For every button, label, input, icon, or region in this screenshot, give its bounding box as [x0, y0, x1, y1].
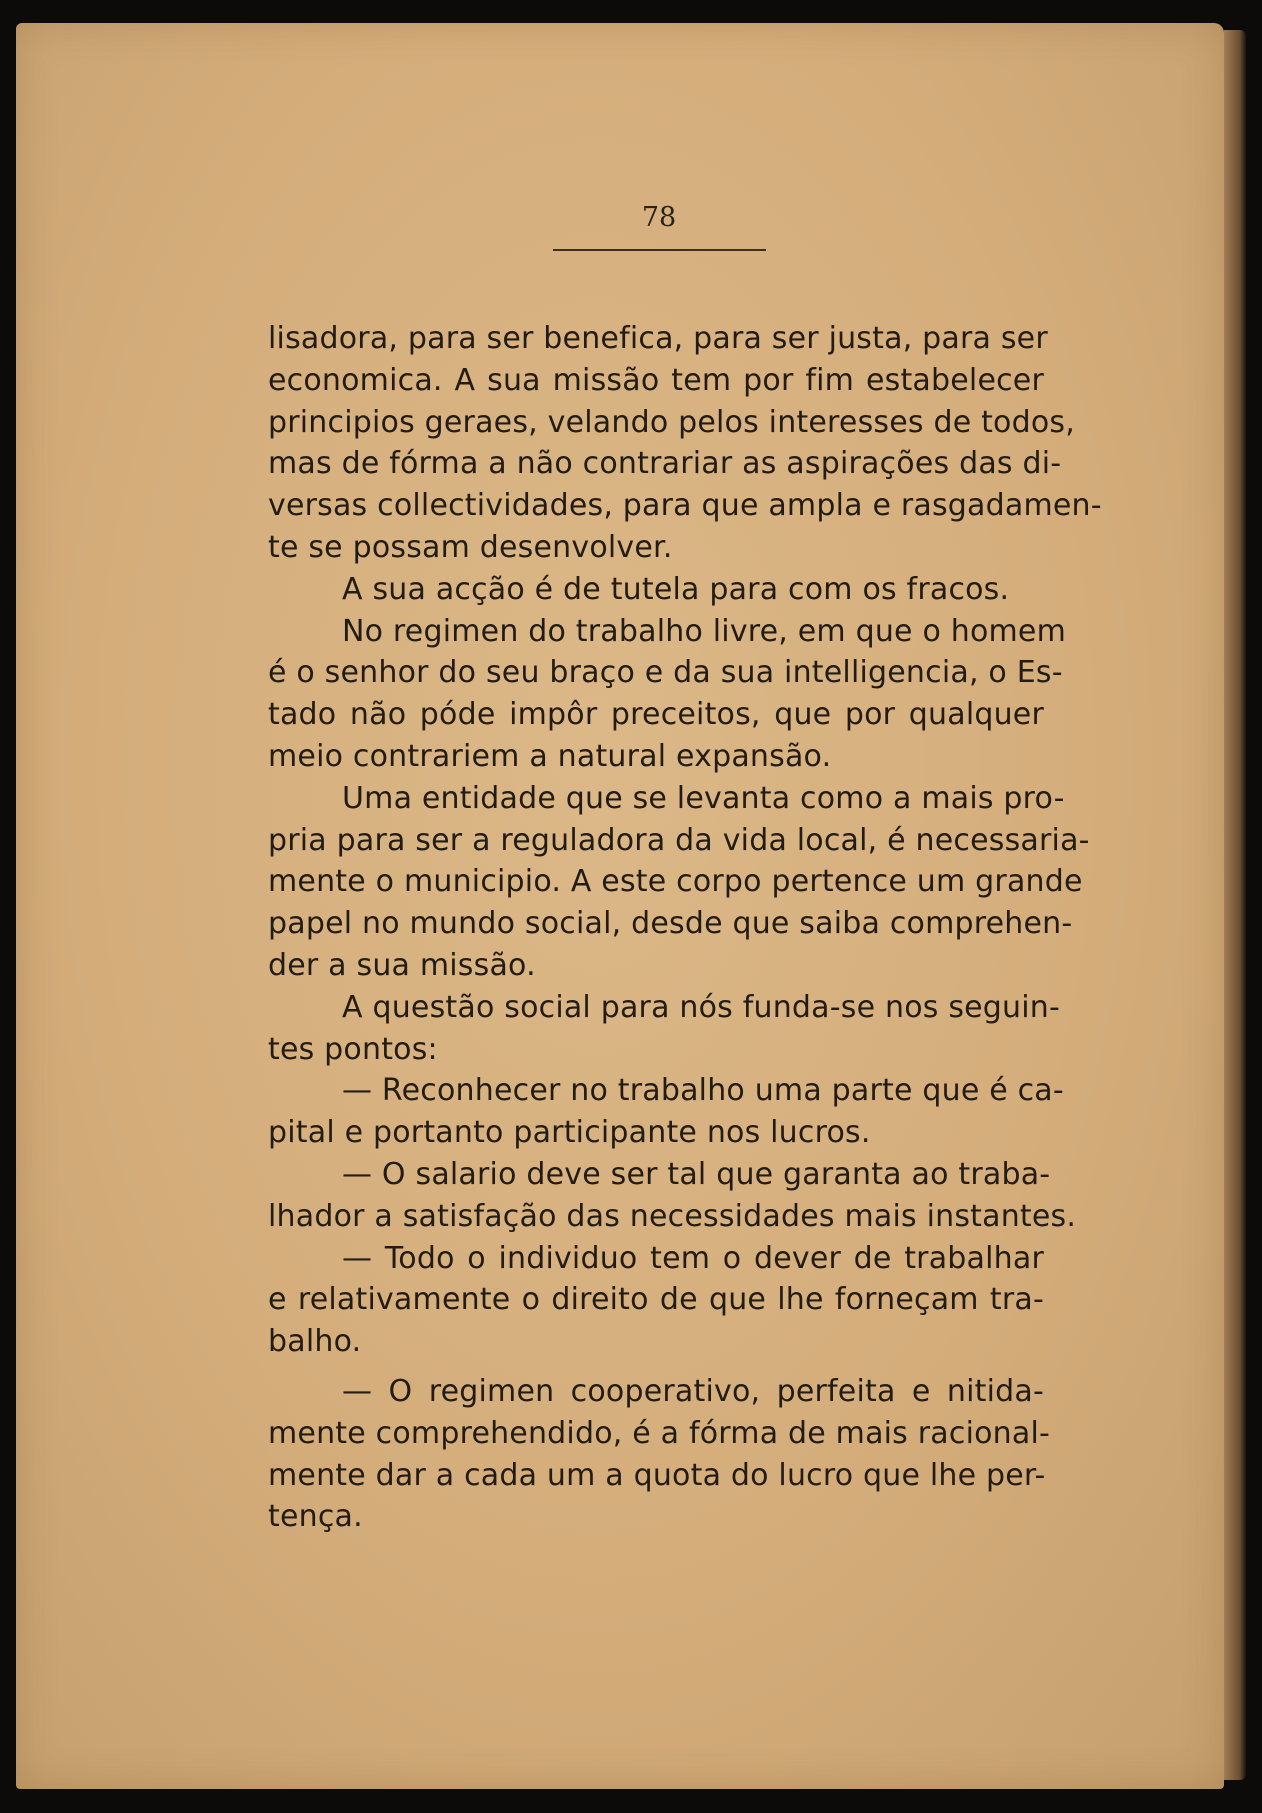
text-line: — Todo o individuo tem o dever de trabalhar [342, 1240, 1044, 1276]
header-rule [553, 249, 766, 251]
text-line: lisadora, para ser benefica, para ser justa, para ser [268, 321, 1048, 356]
text-line: — O regimen cooperativo, perfeita e nitida- [342, 1373, 1044, 1409]
text-line: mas de fórma a não contrariar as aspirações das di- [268, 446, 1062, 482]
text-line: — O salario deve ser tal que garanta ao traba- [342, 1156, 1051, 1192]
text-line: der a sua missão. [268, 947, 536, 983]
body-text [268, 318, 1102, 1538]
page-number: 78 [641, 202, 677, 233]
text-line: versas collectividades, para que ampla e rasgadamen- [268, 488, 1102, 524]
text-line: Uma entidade que se levanta como a mais pro- [342, 780, 1065, 816]
text-line: mente o municipio. A este corpo pertence um grande [268, 864, 1083, 900]
text-line: tado não póde impôr preceitos, que por qualquer [268, 697, 1044, 733]
text-line: tes pontos: [268, 1031, 438, 1067]
text-line: pria para ser a reguladora da vida local, é necessaria- [268, 822, 1090, 858]
text-line: papel no mundo social, desde que saiba comprehen- [268, 906, 1073, 942]
text-line: mente dar a cada um a quota do lucro que lhe per- [268, 1457, 1046, 1493]
text-line: A sua acção é de tutela para com os fracos. [342, 571, 1010, 607]
text-line: pital e portanto participante nos lucros. [268, 1115, 871, 1151]
text-line: mente comprehendido, é a fórma de mais racional- [268, 1415, 1051, 1451]
page-edge [1224, 30, 1246, 1780]
text-line: No regimen do trabalho livre, em que o homem [342, 613, 1067, 649]
text-line: A questão social para nós funda-se nos seguin- [342, 989, 1061, 1025]
text-line: — Reconhecer no trabalho uma parte que é ca- [342, 1073, 1064, 1109]
text-line: te se possam desenvolver. [268, 529, 673, 565]
text-line: lhador a satisfação das necessidades mais instantes. [268, 1198, 1077, 1234]
text-line: economica. A sua missão tem por fim estabelecer [268, 362, 1044, 398]
text-line: e relativamente o direito de que lhe forneçam tra- [268, 1282, 1044, 1318]
text-line: é o senhor do seu braço e da sua intelligencia, o Es- [268, 655, 1063, 691]
text-line: principios geraes, velando pelos interesses de todos, [268, 404, 1075, 440]
text-line: balho. [268, 1324, 362, 1360]
text-line: tença. [268, 1499, 363, 1535]
text-line: meio contrariem a natural expansão. [268, 738, 832, 774]
